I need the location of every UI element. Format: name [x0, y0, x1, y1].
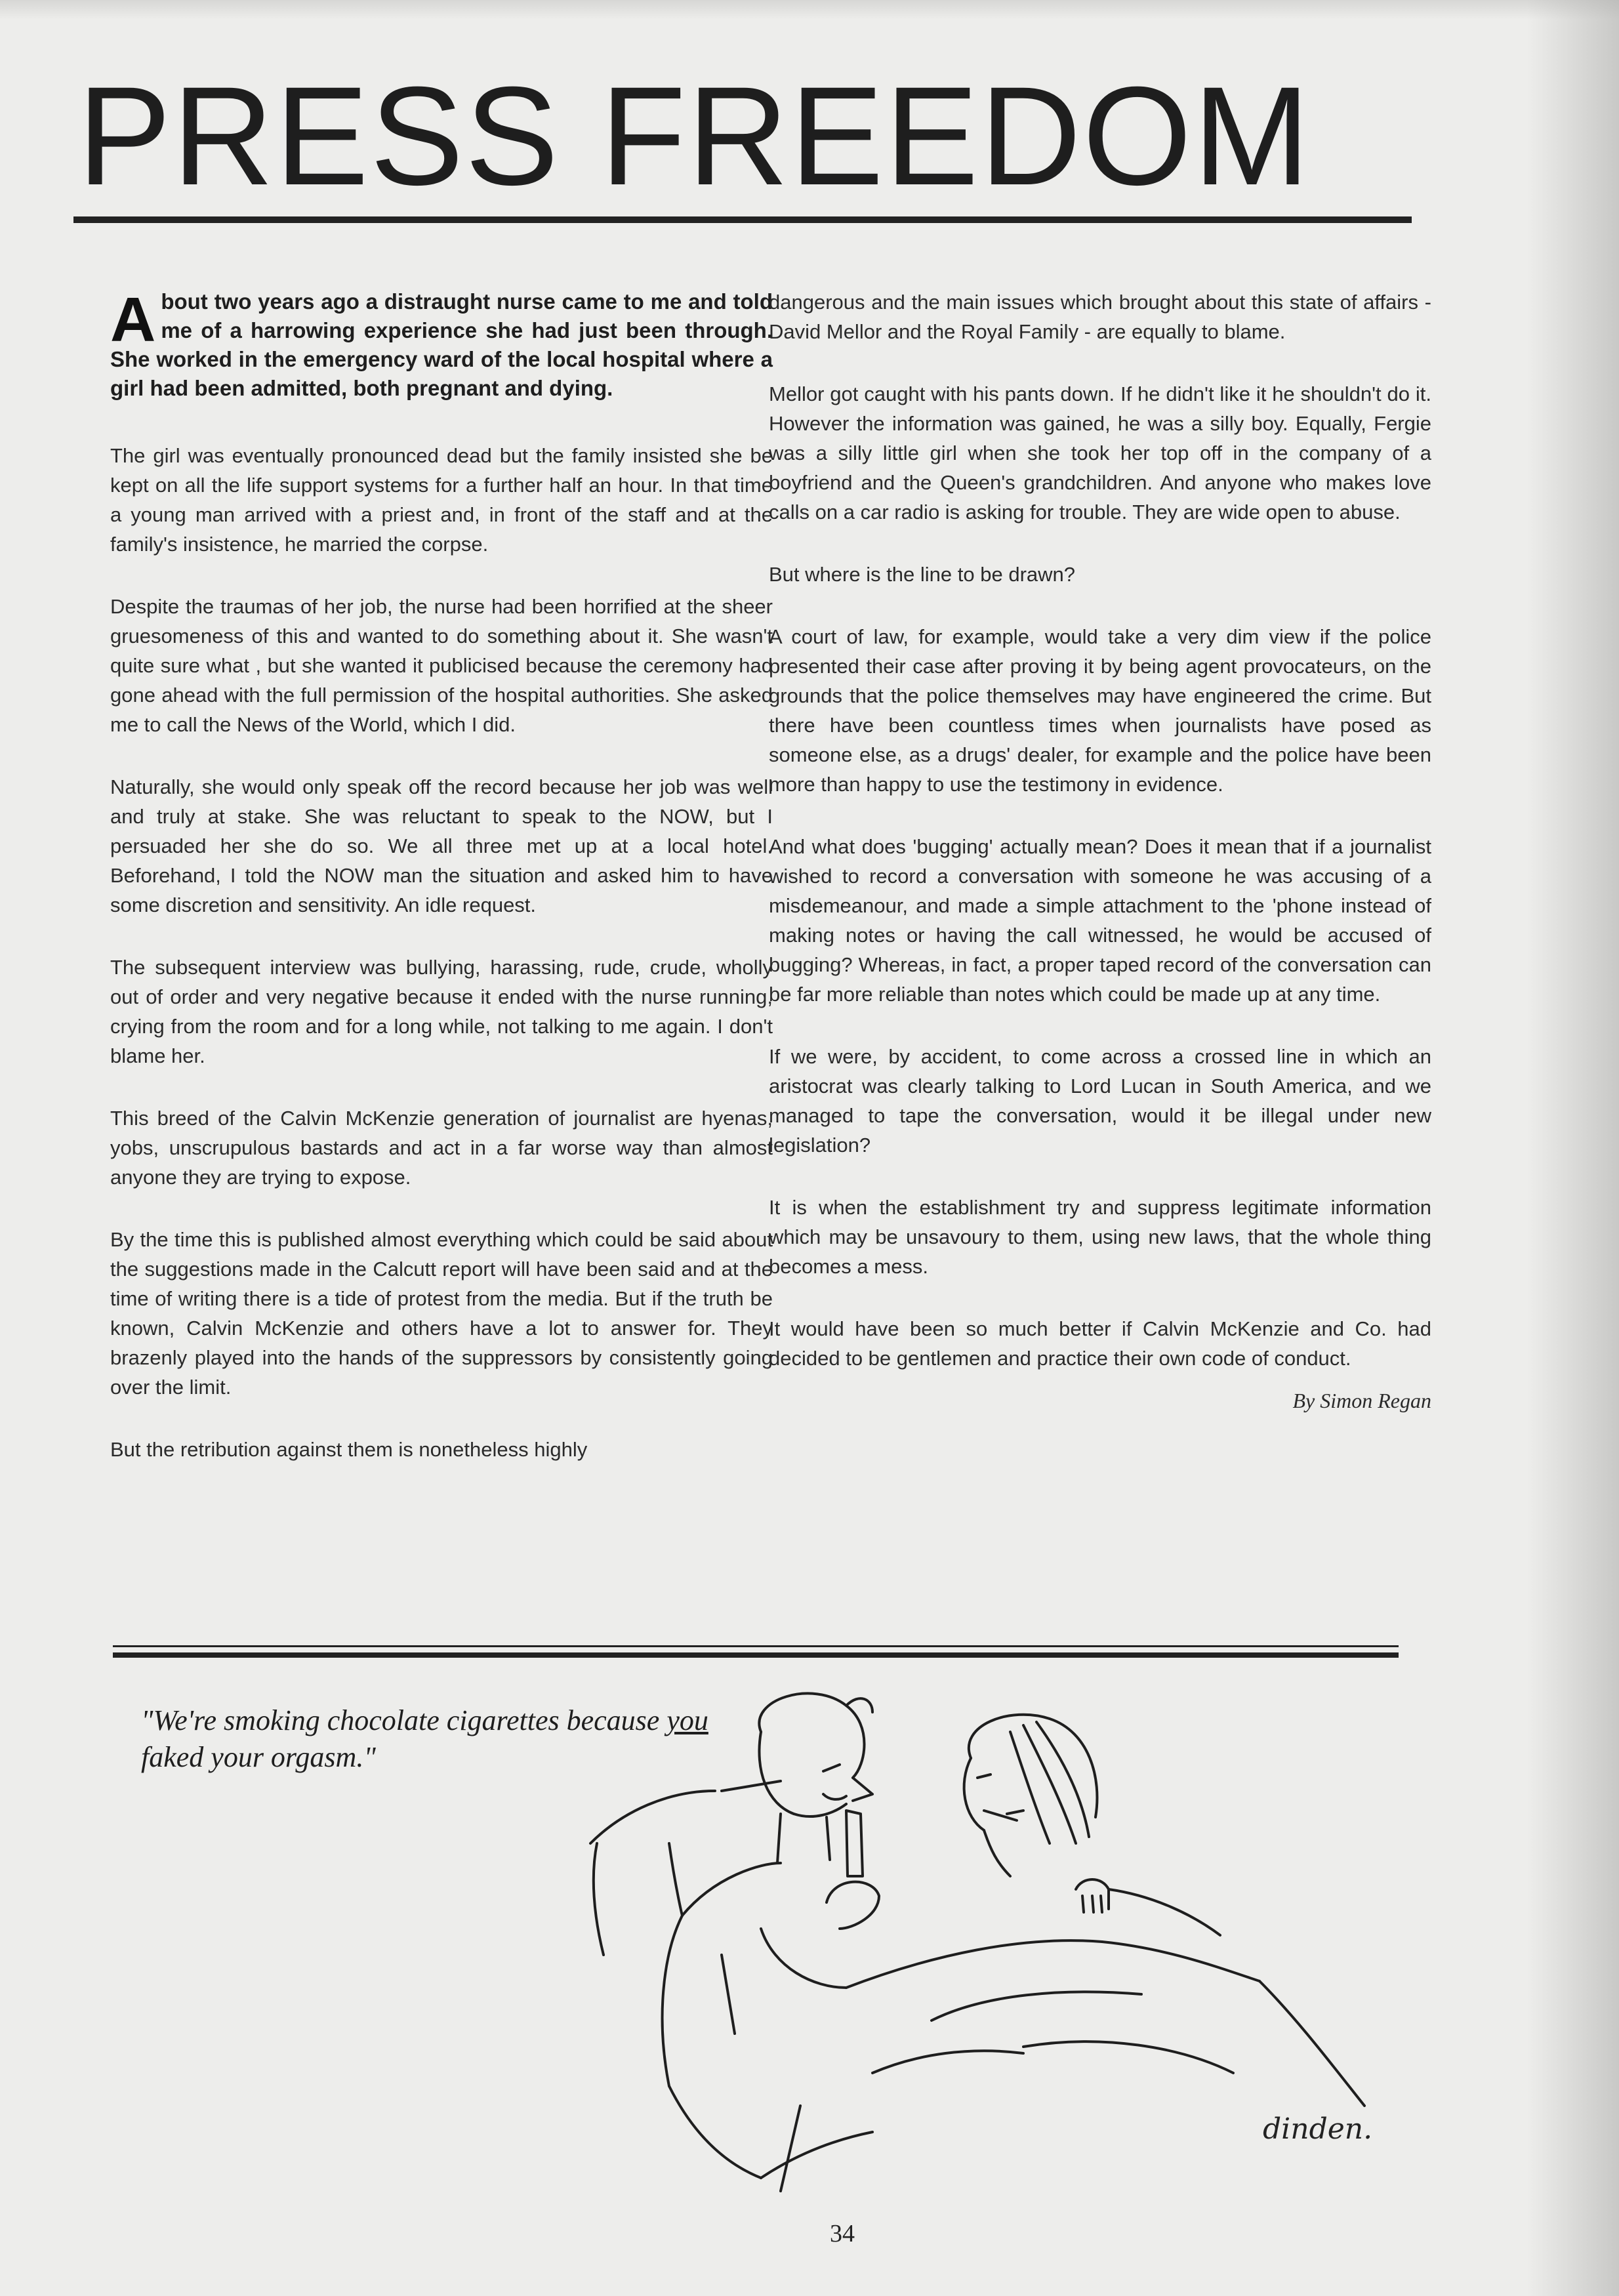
paragraph-left-7: But the retribution against them is nonetheless highly [110, 1438, 588, 1461]
cartoon-divider-thin [113, 1645, 1399, 1647]
cartoon-caption-end: faked your orgasm." [141, 1741, 376, 1773]
lead-paragraph [110, 287, 773, 403]
paragraph-left-2: Despite the traumas of her job, the nurse had been horrified at the sheer gruesomeness of this and wanted to do something about it. She wasn't quite sure what , but she wanted it publicised because the ceremony had gone ahead with the full permission of the hospital authorities. She asked me to call the News of the World, which I did. [110, 595, 773, 736]
article-column-left [110, 287, 773, 1497]
paragraph-right-1: dangerous and the main issues which brought about this state of affairs - David Mellor and the Royal Family - are equally to blame. [769, 291, 1431, 343]
paragraph-right-7: It is when the establishment try and suppress legitimate information which may be unsavoury to them, using new laws, that the whole thing becomes a mess. [769, 1196, 1431, 1278]
byline: By Simon Regan [1292, 1389, 1431, 1412]
lead-text: bout two years ago a distraught nurse came to me and told me of a harrowing experience she had just been through. She worked in the emergency ward of the local hospital where a girl had been admitted, both pregnant and dying. [110, 289, 773, 400]
page-number: 34 [830, 2220, 855, 2247]
cartoonist-signature: dinden. [1263, 2112, 1373, 2146]
paragraph-left-5: This breed of the Calvin McKenzie generation of journalist are hyenas, yobs, unscrupulous bastards and act in a far worse way than almost anyone they are trying to expose. [110, 1107, 773, 1189]
paragraph-right-2: Mellor got caught with his pants down. If he didn't like it he shouldn't do it. However the information was gained, he was a silly boy. Equally, Fergie was a silly little girl when she took her top off in the company of a boyfriend and the Queen's grandchildren. And anyone who makes love calls on a car radio is asking for trouble. They are wide open to abuse. [769, 382, 1431, 523]
paragraph-left-6: By the time this is published almost everything which could be said about the suggestions made in the Calcutt report will have been said and at the time of writing there is a tide of protest from the media. But if the truth be known, Calvin McKenzie and others have a lot to answer for. They brazenly played into the hands of the suppressors by consistently going over the limit. [110, 1228, 773, 1399]
headline: PRESS FREEDOM [77, 58, 1311, 215]
headline-rule [73, 216, 1412, 223]
paragraph-left-4: The subsequent interview was bullying, harassing, rude, crude, wholly out of order and very negative because it ended with the nurse running, crying from the room and for a long while, not talking to me again. I don't blame her. [110, 956, 773, 1067]
drop-cap: A [110, 285, 156, 355]
article-column-right [769, 287, 1431, 1415]
cartoon-caption-start: "We're smoking chocolate cigarettes because [141, 1704, 667, 1736]
cartoon-divider-thick [113, 1652, 1399, 1658]
cartoon-caption-emphasis: you [666, 1704, 708, 1736]
paragraph-right-6: If we were, by accident, to come across a crossed line in which an aristocrat was clearly talking to Lord Lucan in South America, and we managed to tape the conversation, would it be illegal under new legislation? [769, 1045, 1431, 1157]
page-gutter-shadow [1527, 0, 1619, 2296]
paragraph-right-3: But where is the line to be drawn? [769, 563, 1075, 586]
paragraph-right-4: A court of law, for example, would take a very dim view if the police presented their case after proving it by being agent provocateurs, on the grounds that the police themselves may have engineered the crime. But there have been countless times when journalists have posed as someone else, as a drugs' dealer, for example and the police have been more than happy to use the testimony in evidence. [769, 625, 1431, 796]
paragraph-right-5: And what does 'bugging' actually mean? Does it mean that if a journalist wished to record a conversation with someone he was accusing of a misdemeanour, and made a simple attachment to the 'phone instead of making notes or having the call witnessed, he would be accused of bugging? Whereas, in fact, a proper taped record of the conversation can be far more reliable than notes which could be made up at any time. [769, 835, 1431, 1006]
paragraph-left-1: The girl was eventually pronounced dead but the family insisted she be kept on all the life support systems for a further half an hour. In that time a young man arrived with a priest and, in front of the staff and at the family's insistence, he married the corpse. [110, 444, 773, 556]
paragraph-right-8: It would have been so much better if Calvin McKenzie and Co. had decided to be gentlemen and practice their own code of conduct. [769, 1317, 1431, 1370]
page-edge-shadow-top [0, 0, 1619, 20]
paragraph-left-3: Naturally, she would only speak off the record because her job was well and truly at stake. She was reluctant to speak to the NOW, but I persuaded her she do so. We all three met up at a local hotel. Beforehand, I told the NOW man the situation and asked him to have some discretion and sensitivity. An idle request. [110, 775, 773, 916]
